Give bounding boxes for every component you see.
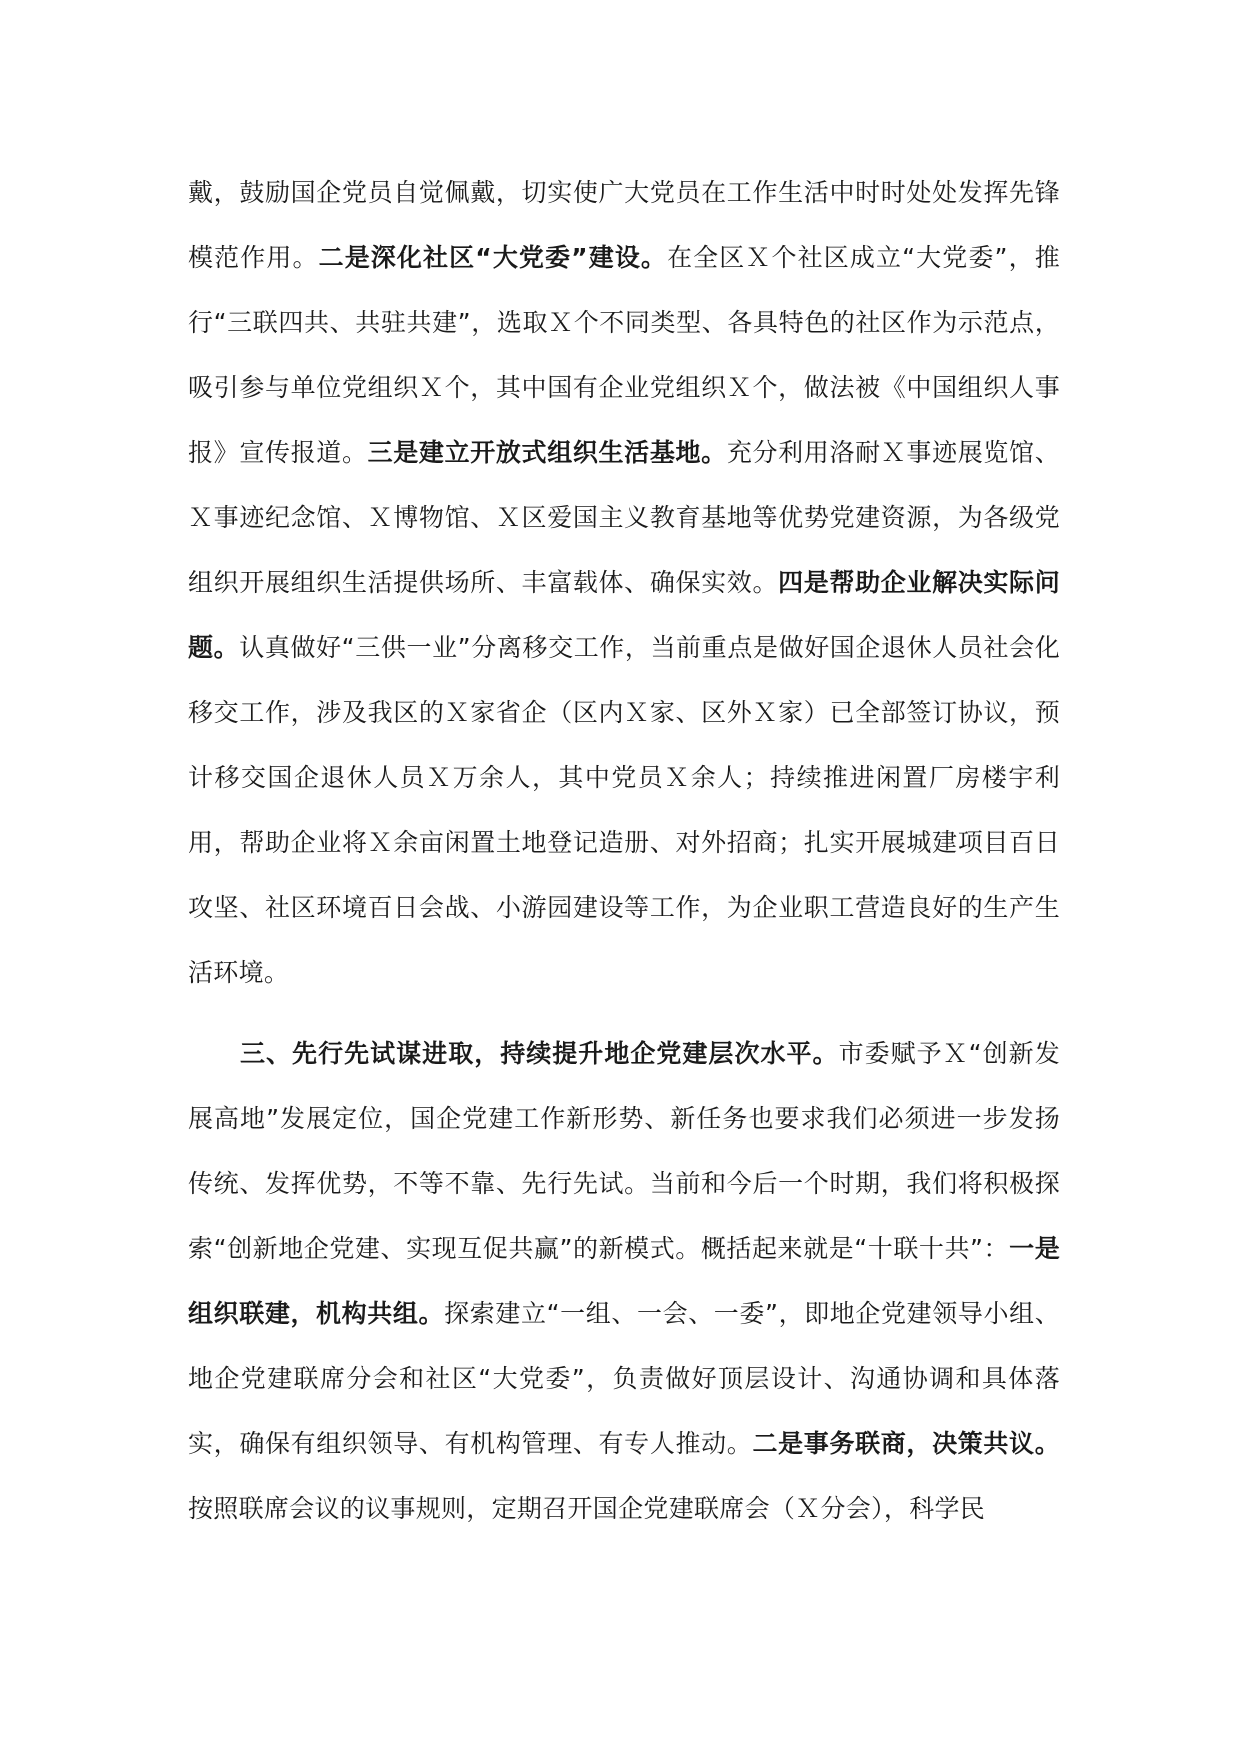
paragraph-1-text-1: 戴，鼓励国企党员自觉佩戴，切实使广大党员在工作生活中时时处处发挥先锋模范作用。 xyxy=(188,178,1060,272)
paragraph-2-text-2: 探索建立“一组、一会、一委”，即地企党建领导小组、地企党建联席分会和社区“大党委”，负责做好顶层设计、沟通协调和具体落实，确保有组织领导、有机构管理、有专人推动。 xyxy=(188,1299,1060,1458)
paragraph-1-heading-2: 二是深化社区“大党委”建设。 xyxy=(318,243,668,272)
paragraph-2-text-3: 按照联席会议的议事规则，定期召开国企党建联席会（Ｘ分会），科学民 xyxy=(188,1494,986,1523)
paragraph-1-heading-3: 三是建立开放式组织生活基地。 xyxy=(367,438,727,467)
paragraph-1 xyxy=(188,160,1060,1005)
paragraph-1-text-2: 在全区Ｘ个社区成立“大党委”，推行“三联四共、共驻共建”，选取Ｘ个不同类型、各具特色的社区作为示范点，吸引参与单位党组织Ｘ个，其中国有企业党组织Ｘ个，做法被《中国组织人事报》宣传报道。 xyxy=(188,243,1060,467)
paragraph-2-heading-1: 一是组织联建，机构共组。 xyxy=(188,1234,1060,1328)
paragraph-2 xyxy=(188,1021,1060,1541)
section-heading-3: 三、先行先试谋进取，持续提升地企党建层次水平。 xyxy=(240,1039,839,1068)
paragraph-2-text-1: 市委赋予Ｘ“创新发展高地”发展定位，国企党建工作新形势、新任务也要求我们必须进一步发扬传统、发挥优势，不等不靠、先行先试。当前和今后一个时期，我们将积极探索“创新地企党建、实现互促共赢”的新模式。概括起来就是“十联十共”： xyxy=(188,1039,1061,1263)
paragraph-1-text-3: 充分利用洛耐Ｘ事迹展览馆、Ｘ事迹纪念馆、Ｘ博物馆、Ｘ区爱国主义教育基地等优势党建资源，为各级党组织开展组织生活提供场所、丰富载体、确保实效。 xyxy=(188,438,1060,597)
paragraph-2-heading-2: 二是事务联商，决策共议。 xyxy=(752,1429,1060,1458)
paragraph-1-heading-4: 四是帮助企业解决实际问题。 xyxy=(188,568,1060,662)
document-page xyxy=(188,160,1060,1541)
paragraph-1-text-4: 认真做好“三供一业”分离移交工作，当前重点是做好国企退休人员社会化移交工作，涉及我区的Ｘ家省企（区内Ｘ家、区外Ｘ家）已全部签订协议，预计移交国企退休人员Ｘ万余人，其中党员Ｘ余人；持续推进闲置厂房楼宇利用，帮助企业将Ｘ余亩闲置土地登记造册、对外招商；扎实开展城建项目百日攻坚、社区环境百日会战、小游园建设等工作，为企业职工营造良好的生产生活环境。 xyxy=(188,633,1060,987)
